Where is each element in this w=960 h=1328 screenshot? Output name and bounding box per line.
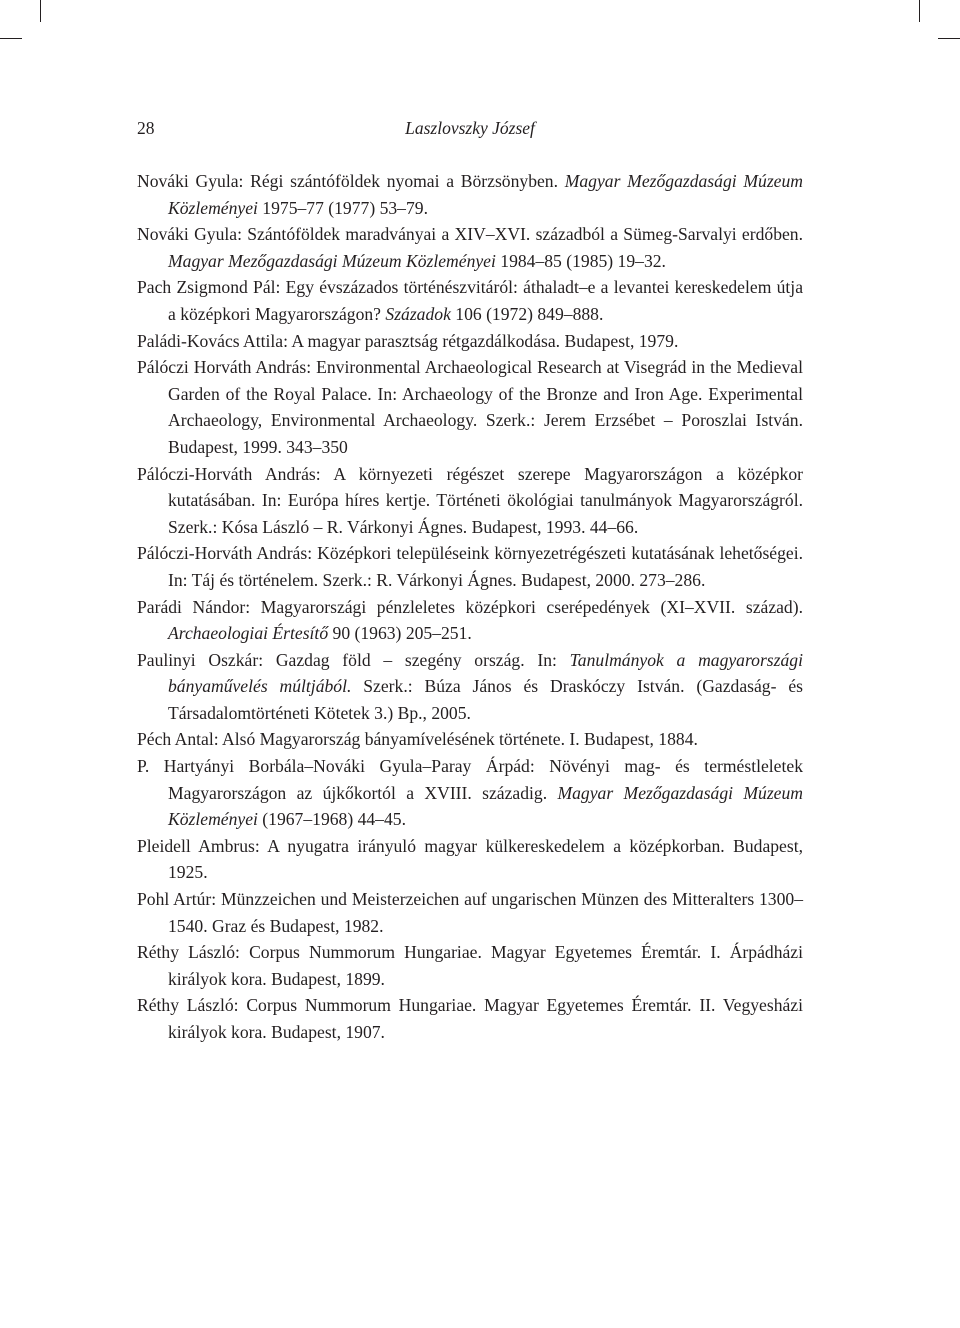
reference-entry xyxy=(137,168,803,221)
reference-title-italic: Magyar Mezőgazdasági Múzeum Közleményei xyxy=(168,171,803,218)
reference-text: Pohl Artúr: Münzzeichen und Meisterzeichen auf ungarischen Münzen des Mitteralters 1300–1540. Graz és Budapest, 1982. xyxy=(137,889,803,936)
reference-title-italic: Századok xyxy=(385,303,451,324)
reference-text: Parádi Nándor: Magyarországi pénzleletes középkori cserépedények (XI–XVII. század). xyxy=(137,596,803,617)
reference-entry xyxy=(137,992,803,1045)
reference-entry xyxy=(137,274,803,327)
reference-text: Pálóczi Horváth András: Environmental Archaeological Research at Visegrád in the Medieval Garden of the Royal Palace. In: Archaeology of the Bronze and Iron Age. Experimental Archaeology, Environmental Archaeology. Szerk.: Jerem Erzsébet – Poroszlai István. Budapest, 1999. 343–350 xyxy=(137,357,803,457)
reference-text: Péch Antal: Alsó Magyarország bányamívelésének története. I. Budapest, 1884. xyxy=(137,729,698,750)
reference-entry xyxy=(137,221,803,274)
reference-entry xyxy=(137,461,803,541)
reference-text: Paulinyi Oszkár: Gazdag föld – szegény ország. In: xyxy=(137,649,570,670)
reference-entry xyxy=(137,753,803,833)
reference-text: Pálóczi-Horváth András: Középkori településeink környezetrégészeti kutatásának lehetőségei. In: Táj és történelem. Szerk.: R. Várkonyi Ágnes. Budapest, 2000. 273–286. xyxy=(137,543,803,590)
crop-mark xyxy=(919,0,920,22)
crop-mark xyxy=(0,38,22,39)
reference-list xyxy=(137,168,803,1046)
crop-mark xyxy=(938,38,960,39)
reference-title-italic: Magyar Mezőgazdasági Múzeum Közleményei xyxy=(168,250,496,271)
reference-entry xyxy=(137,647,803,727)
reference-text: (1967–1968) 44–45. xyxy=(257,809,406,830)
reference-entry xyxy=(137,540,803,593)
reference-entry xyxy=(137,886,803,939)
reference-text: 106 (1972) 849–888. xyxy=(450,303,604,324)
reference-text: Pach Zsigmond Pál: Egy évszázados történészvitáról: áthaladt–e a levantei kereskedelem útja a középkori Magyarországon? xyxy=(137,277,803,324)
reference-text: P. Hartyányi Borbála–Nováki Gyula–Paray Árpád: Növényi mag- és terméstleletek Magyarországon az újkőkortól a XVIII. századig. xyxy=(137,756,803,803)
reference-text: Szerk.: Búza János és Draskóczy István. (Gazdaság- és Társadalomtörténeti Kötetek 3.) Bp., 2005. xyxy=(168,676,803,723)
reference-entry xyxy=(137,833,803,886)
page-header xyxy=(137,118,803,142)
reference-text: Réthy László: Corpus Nummorum Hungariae. Magyar Egyetemes Éremtár. II. Vegyesházi királyok kora. Budapest, 1907. xyxy=(137,995,803,1042)
reference-text: Pálóczi-Horváth András: A környezeti régészet szerepe Magyarországon a középkor kutatásában. In: Európa híres kertje. Történeti ökológiai tanulmányok Magyarországról. Szerk.: Kósa László – R. Várkonyi Ágnes. Budapest, 1993. 44–66. xyxy=(137,463,803,537)
reference-title-italic: Archaeologiai Értesítő xyxy=(168,623,329,644)
reference-entry xyxy=(137,939,803,992)
reference-text: Pleidell Ambrus: A nyugatra irányuló magyar külkereskedelem a középkorban. Budapest, 1925. xyxy=(137,835,803,883)
page-number: 28 xyxy=(137,118,155,138)
reference-entry xyxy=(137,328,803,355)
reference-entry xyxy=(137,354,803,460)
reference-text: Paládi-Kovács Attila: A magyar parasztság rétgazdálkodása. Budapest, 1979. xyxy=(137,330,679,351)
crop-mark xyxy=(40,0,41,22)
reference-entry xyxy=(137,726,803,753)
reference-title-italic: Tanulmányok a magyarországi bányaművelés múltjából. xyxy=(168,649,803,697)
running-head: Laszlovszky József xyxy=(405,118,535,138)
reference-entry xyxy=(137,594,803,647)
reference-title-italic: Magyar Mezőgazdasági Múzeum Közleményei xyxy=(168,782,803,830)
reference-text: Nováki Gyula: Régi szántóföldek nyomai a Börzsönyben. xyxy=(137,171,565,191)
reference-text: 90 (1963) 205–251. xyxy=(328,623,472,644)
reference-text: 1984–85 (1985) 19–32. xyxy=(495,250,666,271)
reference-text: 1975–77 (1977) 53–79. xyxy=(257,197,428,218)
reference-text: Nováki Gyula: Szántóföldek maradványai a XIV–XVI. századból a Sümeg-Sarvalyi erdőben. xyxy=(137,224,803,245)
reference-text: Réthy László: Corpus Nummorum Hungariae. Magyar Egyetemes Éremtár. I. Árpádházi királyok kora. Budapest, 1899. xyxy=(137,942,803,989)
